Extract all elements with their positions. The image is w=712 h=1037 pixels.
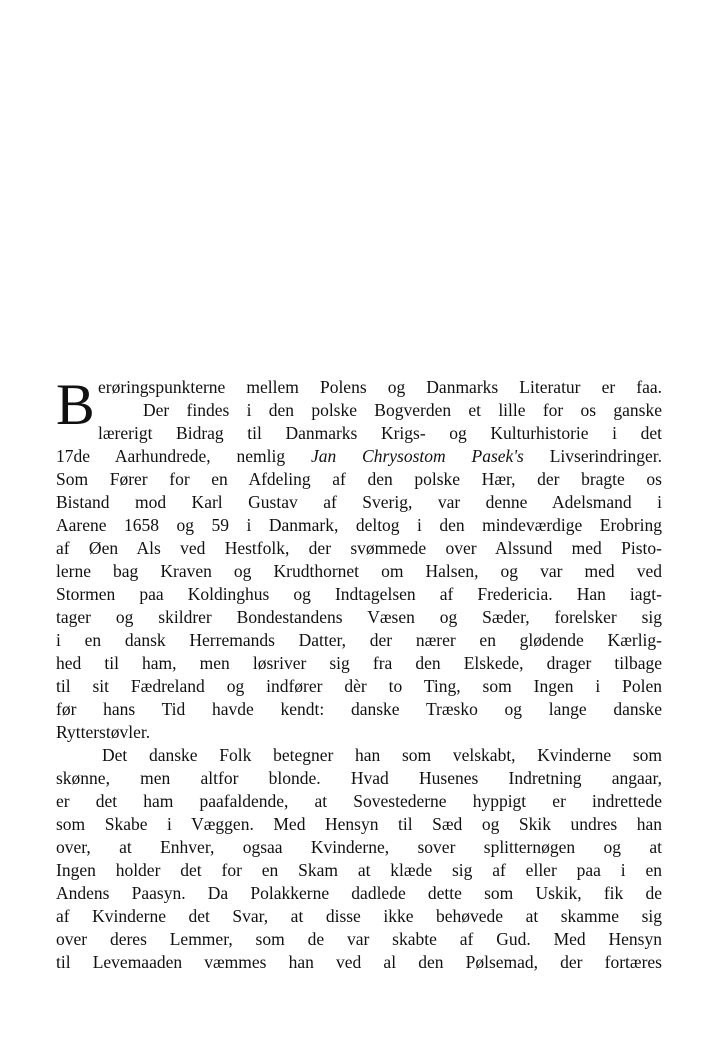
text-line: er det ham paafaldende, at Sovestederne hyppigt er indrettede [56,791,662,811]
text-line: i en dansk Herremands Datter, der nærer en glødende Kærlig- [56,630,662,650]
text-line: Aarene 1658 og 59 i Danmark, deltog i den mindeværdige Erobring [56,515,662,535]
text-line: hed til ham, men løsriver sig fra den Elskede, drager tilbage [56,653,662,673]
text-line: lerne bag Kraven og Krudthornet om Halsen, og var med ved [56,561,662,581]
text-line: Rytterstøvler. [56,722,151,742]
paragraph-1 [56,372,662,744]
text-line-content: Der findes i den polske Bogverden et lille for os ganske [143,400,662,420]
text-line [56,445,662,468]
text-line: som Skabe i Væggen. Med Hensyn til Sæd og Skik undres han [56,814,662,834]
text-line: Andens Paasyn. Da Polakkerne dadlede dette som Uskik, fik de [56,883,662,903]
text-line: Bistand mod Karl Gustav af Sverig, var denne Adelsmand i [56,492,662,512]
drop-cap-initial: B [56,372,95,437]
text-line: skønne, men altfor blonde. Hvad Husenes Indretning angaar, [56,768,662,788]
text-line: Stormen paa Koldinghus og Indtagelsen af Fredericia. Han iagt- [56,584,662,604]
paragraph-2 [56,744,662,974]
text-line: Ingen holder det for en Skam at klæde sig af eller paa i en [56,860,662,880]
text-line: af Øen Als ved Hestfolk, der svømmede over Alssund med Pisto- [56,538,662,558]
text-segment: 17de Aarhundrede, nemlig [56,446,311,466]
text-line: Det danske Folk betegner han som velskabt, Kvinderne som [102,745,662,765]
text-line: over deres Lemmer, som de var skabte af Gud. Med Hensyn [56,929,662,949]
body-text [56,372,662,974]
text-line: til sit Fædreland og indfører dèr to Ting, som Ingen i Polen [56,676,662,696]
text-line: erøringspunkterne mellem Polens og Danmarks Literatur er faa. [98,377,662,397]
author-name: Jan Chrysostom Pasek's [310,446,524,466]
text-line: af Kvinderne det Svar, at disse ikke behøvede at skamme sig [56,906,662,926]
text-line: tager og skildrer Bondestandens Væsen og Sæder, forelsker sig [56,607,662,627]
text-line: til Levemaaden væmmes han ved al den Pølsemad, der fortæres [56,952,662,972]
text-line: Som Fører for en Afdeling af den polske Hær, der bragte os [56,469,662,489]
text-segment: Livserindringer. [523,446,662,466]
text-line: over, at Enhver, ogsaa Kvinderne, sover splitternøgen og at [56,837,662,857]
text-line: lærerigt Bidrag til Danmarks Krigs- og Kulturhistorie i det [98,423,662,443]
text-line [56,399,662,422]
text-line: før hans Tid havde kendt: danske Træsko og lange danske [56,699,662,719]
